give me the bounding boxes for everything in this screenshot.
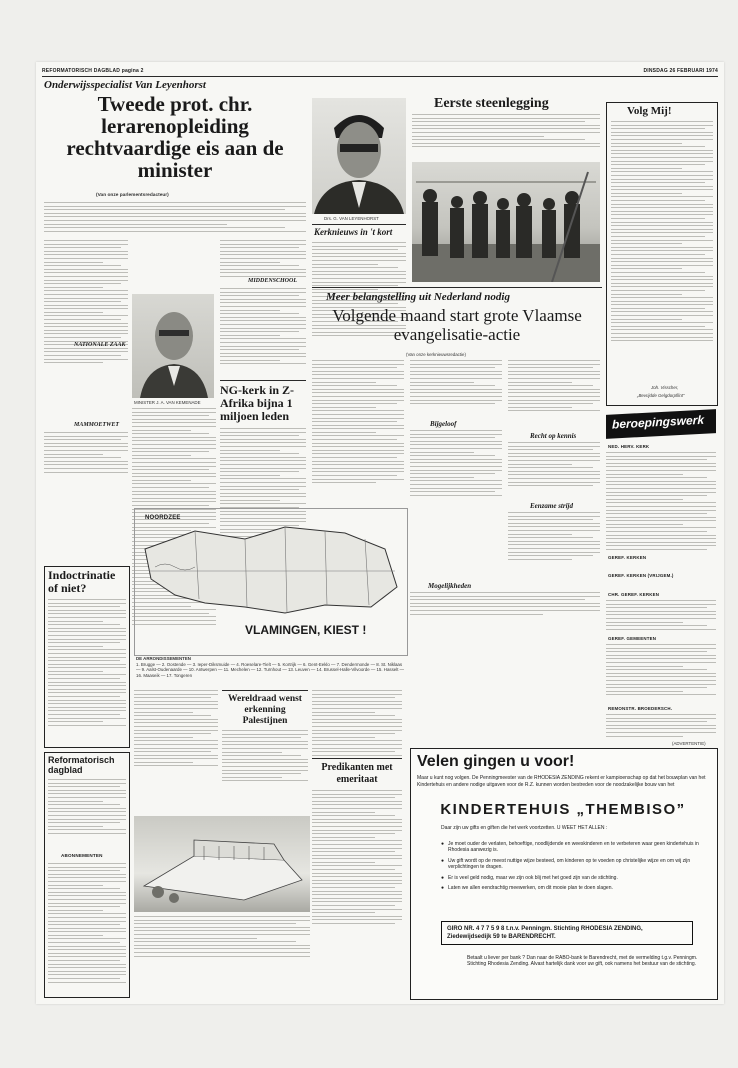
indoctrinatie-box [44, 566, 130, 748]
subhead-recht-op-kennis: Recht op kennis [530, 432, 577, 440]
advert-giro: GIRO NR. 4 7 7 5 9 8 t.n.v. Penningm. Stichting RHODESIA ZENDING, Ziedewijdsedijk 59 te BARENDRECHT. [441, 921, 693, 945]
flanders-col-3c [508, 512, 600, 562]
minister-photo [132, 294, 214, 398]
lead-byline: (Van onze parlementsredacteur) [96, 193, 169, 198]
volg-mij-text [611, 121, 713, 344]
advert-intro: Maar u kunt nog volgen. De Penningmeester van de RHODESIA ZENDING rekent er kampioenschap op dat het bouwplan van het Kindertehuis en andere nodige uitgaven voor de R.Z. kunnen worden bestreden voor de noodzakelijke bouw van het [417, 775, 706, 788]
volg-mij-signature: Joh. Visscher, [651, 385, 679, 390]
volg-mij-box [606, 102, 718, 406]
indoctrinatie-headline: Indoctrinatie of niet? [48, 568, 116, 595]
flanders-col-2 [410, 360, 502, 416]
portrait-photo [312, 98, 406, 214]
imprint-title: Reformatorisch dagblad [48, 755, 115, 775]
advert-footer: Betaalt u liever per bank ? Dan naar de RABO-bank te Barendrecht, met de vermelding t.g.v. Penningm. Stichting Rhodesia Zending. Alvast hartelijk dank voor uw gift, ook namens het bestuur van de stichting. [467, 955, 698, 968]
beroepingswerk-banner [606, 409, 716, 439]
lead-column-1b [44, 432, 128, 475]
advert-bullet: ● Uw gift wordt op de meest nuttige wijze besteed, om kinderen op te voeden op christelijke wijze en om wij zijn verplichtingen te dragen. [441, 857, 691, 871]
beroep-section-3: GEREF. KERKEN (VRIJGEM.) [608, 573, 674, 578]
wereldraad-headline: Wereldraad wenst erkenning Palestijnen [228, 694, 302, 726]
map-legend: 1. Brugge — 2. Oostende — 3. Ieper-Diksmuide — 4. Roeselare-Tielt — 5. Kortrijk — 6. Gent-Eeklo — 7. Dendermonde — 8. St. Niklaas — 9. Aalst-Oudenaarde — 10. Antwerpen — 11. Mechelen — 12. Turnhout — 13. Leuven — 14. Brussel-Halle-Vilvoorde — 15. Hasselt — 16. Maaseik — 17. Tongeren [136, 662, 405, 678]
map-label-noordzee: NOORDZEE [145, 515, 181, 521]
newspaper-page [36, 62, 724, 1004]
flanders-col-3 [508, 360, 600, 428]
advert-tag: (ADVERTENTIE) [672, 741, 706, 746]
imprint-box [44, 752, 130, 998]
indoctrinatie-text [48, 599, 126, 728]
volg-mij-title: Volg Mij! [627, 105, 672, 117]
subhead-eenzame-strijd: Eenzame strijd [530, 502, 573, 510]
subhead-mogelijkheden: Mogelijkheden [428, 582, 472, 590]
subhead-mammoetwet: MAMMOETWET [74, 422, 120, 428]
predikanten-headline: Predikanten met emeritaat [321, 762, 393, 785]
advert-bullet: ● Je moet ouder de verlaten, behoeftige, noodlijdende en weeskinderen en te verbeteren waar geen kindertehuis in Rhodesia aanwezig is. [441, 841, 699, 854]
rhodesia-advert [410, 748, 718, 1000]
lead-column-1 [44, 240, 128, 420]
beroep-section-5: GEREF. GEMEENTEN [608, 636, 657, 641]
flanders-col-2b [410, 430, 502, 498]
subhead-bijgeloof: Bijgeloof [430, 420, 457, 428]
advert-bullet: ● Er is veel geld nodig, maar we zijn ook blij met het goed zijn van de stichting. [441, 874, 618, 881]
flanders-kicker: Meer belangstelling uit Nederland nodig [326, 291, 510, 303]
lead-headline: Tweede prot. chr. lerarenopleiding rechtvaardige eis aan de minister [66, 92, 284, 182]
steenlegging-headline: Eerste steenlegging [434, 96, 549, 111]
lead-intro-text [44, 202, 306, 234]
beroep-section-6: REMONSTR. BROEDERSCH. [608, 706, 673, 711]
portrait-caption: Drs. G. VAN LEYENHORST [324, 216, 379, 221]
map-legend-title: DE ARRONDISSEMENTEN [136, 656, 191, 661]
flanders-col-1 [312, 360, 404, 486]
steenlegging-photo [412, 162, 600, 282]
lower-col-3 [312, 690, 402, 758]
predikanten-text [312, 790, 402, 927]
beroep-section-2: GEREF. KERKEN [608, 555, 647, 560]
map-slogan: VLAMINGEN, KIEST ! [245, 623, 367, 637]
bullet-dot-icon: ● [441, 874, 445, 881]
advert-lead: Daar zijn uw gifts en giften die het werk voortzetten. U WEET HET ALLEN : [441, 825, 608, 831]
bullet-dot-icon: ● [441, 857, 445, 864]
briefs-title: Kerknieuws in 't kort [314, 227, 393, 237]
advert-title: Velen gingen u voor! [417, 753, 575, 770]
lower-col-1 [134, 690, 218, 769]
beroep-text-4 [606, 714, 716, 739]
flanders-col-3b [508, 442, 600, 489]
bullet-dot-icon: ● [441, 841, 445, 847]
lead-column-3b [220, 288, 306, 367]
masthead-paper: REFORMATORISCH DAGBLAD pagina 2 [42, 68, 144, 74]
africa-headline: NG-kerk in Z-Afrika bijna 1 miljoen leden [220, 383, 295, 423]
masthead-rule [42, 76, 718, 77]
lead-column-3 [220, 240, 306, 280]
flanders-headline: Volgende maand start grote Vlaamse evangelisatie-actie [332, 306, 582, 344]
beroep-text-2 [606, 600, 716, 632]
lead-kicker: Onderwijsspecialist Van Leyenhorst [44, 79, 206, 91]
building-model-photo [134, 816, 310, 912]
subhead-middenschool: MIDDENSCHOOL [248, 278, 298, 284]
imprint-subscriptions: ABONNEMENTEN [61, 853, 103, 858]
minister-caption: MINISTER J. A. VAN KEMENADE [134, 400, 201, 405]
beroep-section-4: CHR. GEREF. KERKEN [608, 592, 660, 597]
steenlegging-text [412, 114, 600, 150]
advert-bullet: ● Laten we allen eendrachtig meewerken, om dit mooie plan te doen slagen. [441, 885, 613, 892]
beroepingswerk-title: beroepingswerk [612, 412, 705, 432]
beroep-text-3 [606, 644, 716, 698]
imprint-text-2 [48, 863, 126, 985]
bullet-dot-icon: ● [441, 885, 445, 892]
flanders-col-end [410, 592, 600, 617]
flanders-map [134, 508, 408, 656]
flanders-byline: (Van onze kerknieuwsredactie) [406, 352, 466, 357]
lower-col-1b [134, 916, 310, 959]
masthead-date: DINSDAG 26 FEBRUARI 1974 [643, 68, 718, 74]
beroep-section-1: NED. HERV. KERK [608, 444, 650, 449]
beroep-text-1 [606, 452, 716, 553]
advert-bullets [441, 841, 703, 895]
advert-org: KINDERTEHUIS „THEMBISO” [440, 801, 686, 818]
subhead-nationale-zaak: NATIONALE ZAAK [74, 342, 126, 348]
wereldraad-text [222, 730, 308, 784]
volg-mij-signature-note: „Bevrijdde Gelgdorpflint” [637, 393, 685, 398]
imprint-text [48, 779, 126, 837]
